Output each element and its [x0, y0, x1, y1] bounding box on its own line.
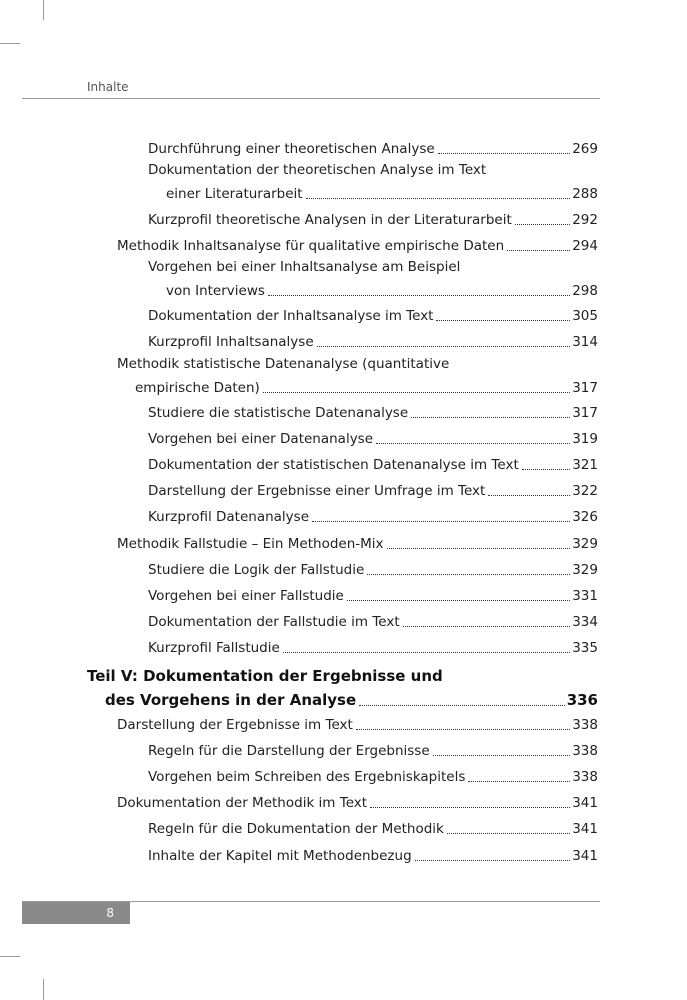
- page-ref: 305: [572, 308, 598, 324]
- leader-dots: [283, 651, 570, 653]
- page-ref: 317: [572, 405, 598, 421]
- page-ref: 336: [566, 691, 598, 709]
- leader-dots: [312, 520, 570, 522]
- leader-dots: [403, 625, 571, 627]
- page-ref: 335: [572, 640, 598, 656]
- toc-entry: Regeln für die Dokumentation der Methodik 341: [148, 821, 598, 837]
- toc-entry: Durchführung einer theoretischen Analyse 269: [148, 141, 598, 157]
- page-ref: 341: [572, 848, 598, 864]
- page-ref: 338: [572, 769, 598, 785]
- toc-entry: Studiere die statistische Datenanalyse 317: [148, 405, 598, 421]
- leader-dots: [522, 468, 570, 470]
- leader-dots: [468, 780, 570, 782]
- toc-entry: Studiere die Logik der Fallstudie 329: [148, 562, 598, 578]
- leader-dots: [347, 599, 570, 601]
- toc-entry: Darstellung der Ergebnisse im Text 338: [117, 717, 598, 733]
- page-ref: 317: [572, 380, 598, 396]
- toc-entry: Dokumentation der Methodik im Text 341: [117, 795, 598, 811]
- toc-entry: Darstellung der Ergebnisse einer Umfrage im Text 322: [148, 483, 598, 499]
- toc-entry: Vorgehen beim Schreiben des Ergebniskapitels 338: [148, 769, 598, 785]
- page-ref: 294: [572, 238, 598, 254]
- page-ref: 341: [572, 821, 598, 837]
- running-header: Inhalte: [87, 80, 129, 94]
- leader-dots: [433, 754, 571, 756]
- page-ref: 334: [572, 614, 598, 630]
- toc-entry: Vorgehen bei einer Fallstudie 331: [148, 588, 598, 604]
- page-ref: 331: [572, 588, 598, 604]
- toc-entry: Dokumentation der statistischen Datenanalyse im Text 321: [148, 457, 598, 473]
- toc-entry: Regeln für die Darstellung der Ergebnisse 338: [148, 743, 598, 759]
- page-ref: 329: [572, 562, 598, 578]
- leader-dots: [488, 494, 570, 496]
- leader-dots: [306, 197, 571, 199]
- leader-dots: [356, 728, 570, 730]
- leader-dots: [411, 416, 570, 418]
- toc-entry: Inhalte der Kapitel mit Methodenbezug 341: [148, 848, 598, 864]
- page-ref: 338: [572, 743, 598, 759]
- toc-entry: Dokumentation der Inhaltsanalyse im Text 305: [148, 308, 598, 324]
- toc-part-heading: Teil V: Dokumentation der Ergebnisse und des Vorgehens in der Analyse 336: [87, 664, 598, 712]
- page-ref: 292: [572, 212, 598, 228]
- page-number: 8: [22, 902, 130, 924]
- toc-entry: Kurzprofil theoretische Analysen in der Literaturarbeit 292: [148, 212, 598, 228]
- toc-entry: Kurzprofil Datenanalyse 326: [148, 509, 598, 525]
- page-ref: 321: [572, 457, 598, 473]
- leader-dots: [367, 573, 570, 575]
- leader-dots: [370, 806, 570, 808]
- page-ref: 322: [572, 483, 598, 499]
- leader-dots: [447, 832, 570, 834]
- leader-dots: [515, 223, 570, 225]
- toc-entry: Vorgehen bei einer Inhaltsanalyse am Beispiel von Interviews 298: [148, 259, 598, 299]
- page-ref: 326: [572, 509, 598, 525]
- leader-dots: [387, 547, 571, 549]
- toc-entry: Dokumentation der Fallstudie im Text 334: [148, 614, 598, 630]
- leader-dots: [317, 345, 571, 347]
- toc-entry: Dokumentation der theoretischen Analyse im Text einer Literaturarbeit 288: [148, 162, 598, 202]
- leader-dots: [376, 442, 570, 444]
- page-ref: 314: [572, 334, 598, 350]
- toc-entry: Methodik statistische Datenanalyse (quantitative empirische Daten) 317: [117, 356, 598, 396]
- leader-dots: [507, 249, 570, 251]
- toc-entry: Methodik Fallstudie – Ein Methoden-Mix 329: [117, 536, 598, 552]
- page-ref: 329: [572, 536, 598, 552]
- page-ref: 341: [572, 795, 598, 811]
- toc-entry: Kurzprofil Fallstudie 335: [148, 640, 598, 656]
- page-ref: 298: [572, 283, 598, 299]
- toc-entry: Vorgehen bei einer Datenanalyse 319: [148, 431, 598, 447]
- toc-entry: Kurzprofil Inhaltsanalyse 314: [148, 334, 598, 350]
- leader-dots: [263, 391, 570, 393]
- page-ref: 319: [572, 431, 598, 447]
- toc-entry: Methodik Inhaltsanalyse für qualitative empirische Daten 294: [117, 238, 598, 254]
- leader-dots: [436, 319, 570, 321]
- leader-dots: [359, 704, 565, 706]
- page-ref: 338: [572, 717, 598, 733]
- leader-dots: [415, 859, 571, 861]
- leader-dots: [268, 294, 570, 296]
- page-ref: 288: [572, 186, 598, 202]
- leader-dots: [438, 152, 571, 154]
- page-ref: 269: [572, 141, 598, 157]
